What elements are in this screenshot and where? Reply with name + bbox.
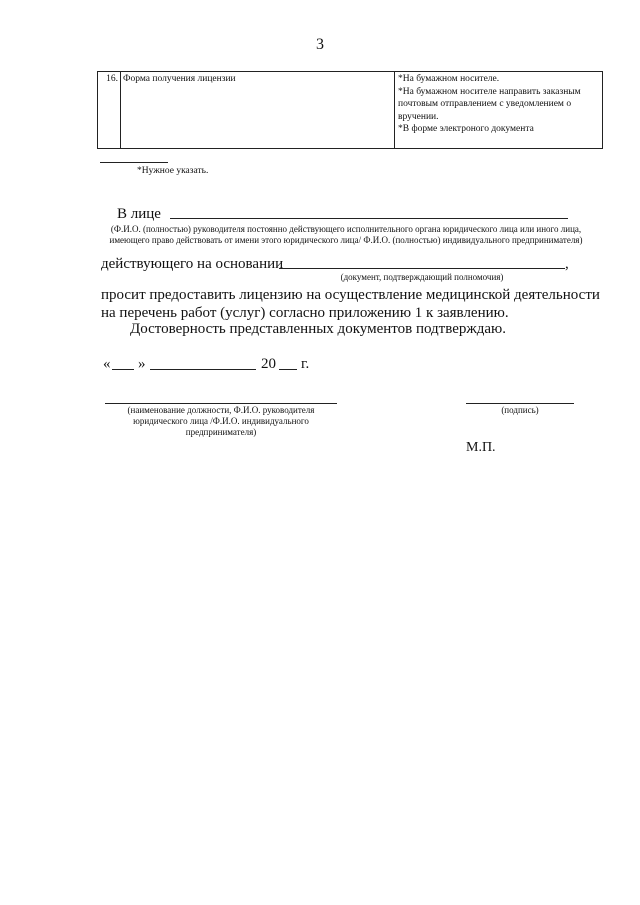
confirm-text: Достоверность представленных документов подтверждаю. (130, 321, 506, 337)
date-year-prefix: 20 (261, 356, 276, 372)
option-electronic: *В форме электроного документа (398, 124, 534, 134)
position-field-line[interactable] (105, 403, 337, 404)
option-paper-mail: *На бумажном носителе направить заказным почтовым отправлением с уведомлением о вручении. (398, 86, 581, 122)
basis-hint: (документ, подтверждающий полномочия) (340, 272, 504, 282)
row-label: Форма получения лицензии (121, 72, 395, 149)
date-day-line[interactable] (112, 369, 134, 370)
v-lice-label: В лице (117, 206, 161, 222)
page-number: 3 (316, 36, 324, 53)
option-paper: *На бумажном носителе. (398, 74, 500, 84)
signature-field-line[interactable] (466, 403, 574, 404)
basis-label: действующего на основании (101, 256, 284, 272)
position-hint: (наименование должности, Ф.И.О. руководителя юридического лица /Ф.И.О. индивидуального предпринимателя) (127, 405, 315, 437)
date-open-quote: « (103, 356, 111, 372)
row-number: 16. (98, 72, 121, 149)
footnote: *Нужное указать. (137, 166, 209, 176)
license-form-options (395, 72, 603, 149)
basis-field-line[interactable] (279, 268, 565, 269)
fio-hint: (Ф.И.О. (полностью) руководителя постоянно действующего исполнительного органа юридического лица или иного лица, имеющего право действовать от имени этого юридического лица/ Ф.И.О. (полностью) индивидуального предпринимателя) (109, 224, 583, 245)
footnote-divider (100, 162, 168, 163)
request-text: просит предоставить лицензию на осуществление медицинской деятельности на перечень работ (услуг) согласно приложению 1 к заявлению. (101, 287, 600, 321)
date-year-suffix: г. (301, 356, 310, 372)
stamp-placeholder: М.П. (466, 440, 496, 455)
table-row (98, 72, 603, 149)
date-month-line[interactable] (150, 369, 256, 370)
signature-hint: (подпись) (501, 405, 539, 415)
fio-field-line[interactable] (170, 218, 568, 219)
date-close-quote: » (138, 356, 146, 372)
date-year-line[interactable] (279, 369, 297, 370)
license-form-table (97, 71, 603, 149)
basis-comma: , (565, 256, 569, 272)
